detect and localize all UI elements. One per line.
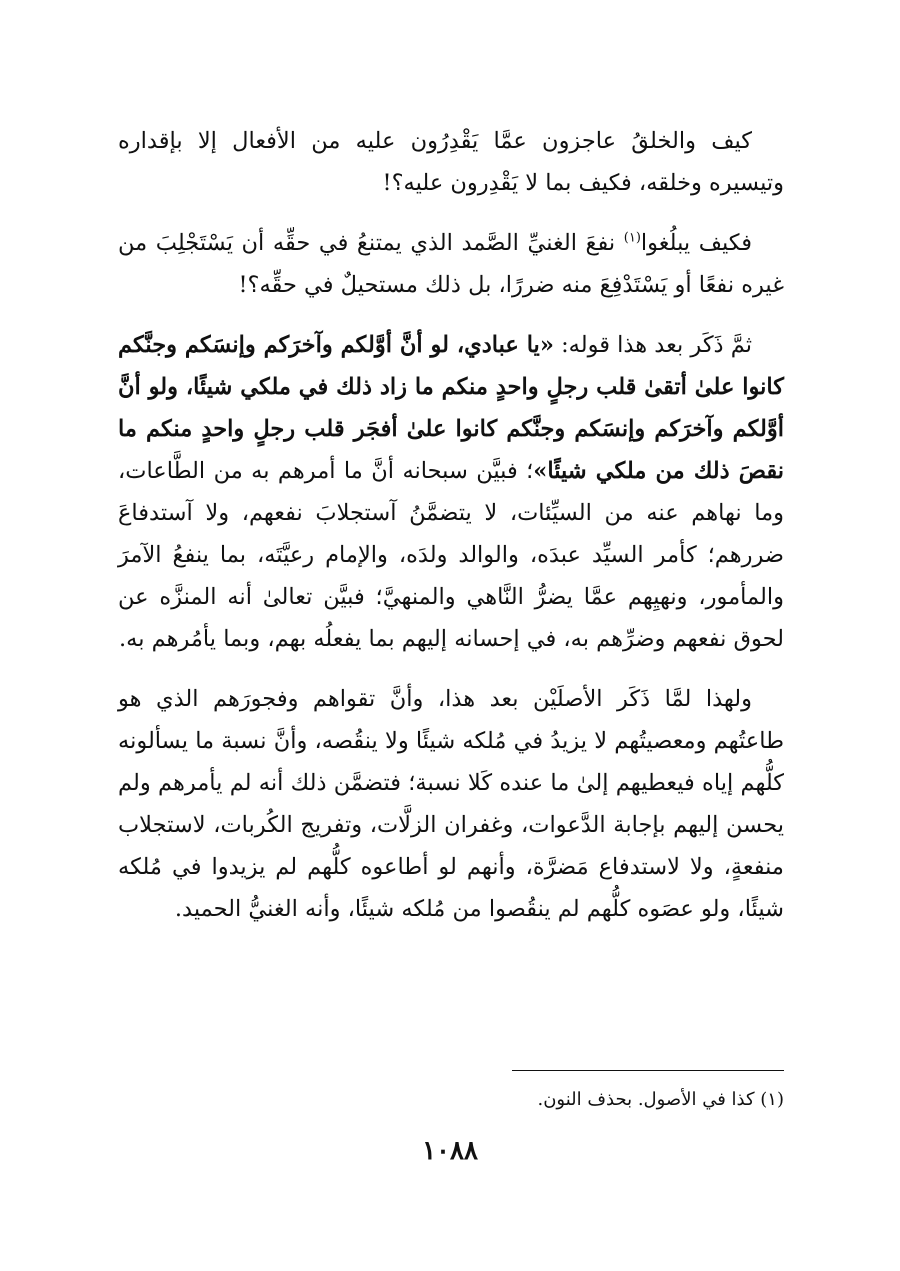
paragraph-2-end: نفعَ الغنيِّ الصَّمد الذي يمتنعُ في حقِّه أن يَسْتَجْلِبَ من غيره نفعًا أو يَسْتَدْفِعَ منه ضررًا، بل ذلك مستحيلٌ في حقِّه؟! (118, 230, 784, 298)
paragraph-2-start: فكيف يبلُغوا (640, 230, 752, 256)
paragraph-3 (118, 324, 784, 660)
paragraph-1: كيف والخلقُ عاجزون عمَّا يَقْدِرُون عليه من الأفعال إلا بإقداره وتيسيره وخلقه، فكيف بما لا يَقْدِرون عليه؟! (118, 128, 784, 196)
page-number: ١٠٨٨ (422, 1136, 478, 1166)
hadith-quote: «يا عبادي، لو أنَّ أوَّلكم وآخرَكم وإنسَكم وجنَّكم كانوا علىٰ أتقىٰ قلب رجلٍ واحدٍ منكم ما زاد ذلك في ملكي شيئًا، ولو أنَّ أوَّلكم وآخرَكم وإنسَكم وجنَّكم كانوا علىٰ أفجَر قلب رجلٍ واحدٍ منكم ما نقصَ ذلك من ملكي شيئًا» (118, 332, 784, 484)
paragraph-4: ولهذا لمَّا ذَكَر الأصلَيْن بعد هذا، وأنَّ تقواهم وفجورَهم الذي هو طاعتُهم ومعصيتُهم لا يزيدُ في مُلكه شيئًا ولا ينقُصه، وأنَّ نسبة ما يسألونه كلُّهم إياه فيعطيهم إلىٰ ما عنده كَلا نسبة؛ فتضمَّن ذلك أنه لم يأمرهم ولم يحسن إليهم بإجابة الدَّعوات، وغفران الزلَّات، وتفريج الكُربات، لاستجلاب منفعةٍ، ولا لاستدفاع مَضرَّة، وأنهم لو أطاعوه كلُّهم لم يزيدوا في مُلكه شيئًا، ولو عصَوه كلُّهم لم ينقُصوا من مُلكه شيئًا، وأنه الغنيُّ الحميد. (118, 686, 784, 922)
footnote-reference[interactable]: (١) (623, 230, 641, 246)
paragraph-3-rest: ؛ فبيَّن سبحانه أنَّ ما أمرهم به من الطَّاعات، وما نهاهم عنه من السيِّئات، لا يتضمَّنُ آستجلابَ نفعهم، ولا آستدفاعَ ضررهم؛ كأمر السيِّد عبدَه، والوالد ولدَه، والإمام رعيَّتَه، بما ينفعُ الآمرَ والمأمور، ونهيِهم عمَّا يضرُّ النَّاهي والمنهيَّ؛ فبيَّن تعالىٰ أنه المنزَّه عن لحوق نفعهم وضرِّهم به، في إحسانه إليهم بما يفعلُه بهم، وبما يأمُرهم به. (118, 458, 784, 652)
footnote-divider (512, 1070, 784, 1071)
page-body (118, 120, 784, 930)
footnote: (١) كذا في الأصول. بحذف النون. (537, 1089, 784, 1110)
paragraph-2 (118, 222, 784, 306)
paragraph-3-intro: ثمَّ ذَكَر بعد هذا قوله: (553, 332, 753, 358)
